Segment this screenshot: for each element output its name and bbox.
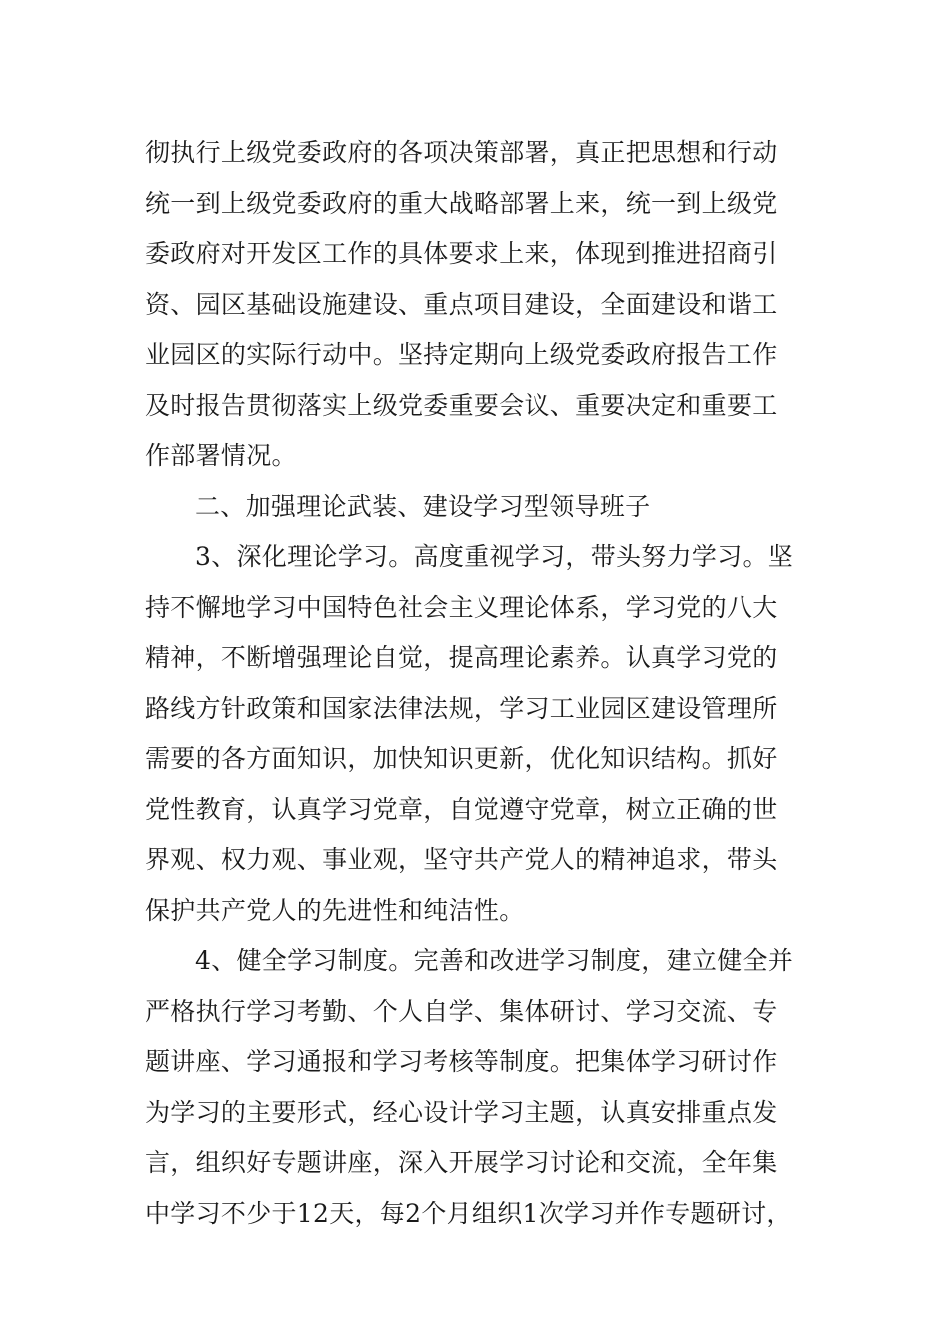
text-line: 委政府对开发区工作的具体要求上来，体现到推进招商引 xyxy=(145,239,778,268)
document-body xyxy=(145,128,825,1239)
paragraph-first-line: 3、深化理论学习。高度重视学习，带头努力学习。坚 xyxy=(195,542,794,571)
text-line: 需要的各方面知识，加快知识更新，优化知识结构。抓好 xyxy=(145,744,778,773)
text-line: 资、园区基础设施建设、重点项目建设，全面建设和谐工 xyxy=(145,289,778,319)
text-line: 言，组织好专题讲座，深入开展学习讨论和交流，全年集 xyxy=(145,1148,778,1177)
text-line: 持不懈地学习中国特色社会主义理论体系，学习党的八大 xyxy=(145,592,778,622)
text-line: 严格执行学习考勤、个人自学、集体研讨、学习交流、专 xyxy=(145,996,778,1026)
text-line: 界观、权力观、事业观，坚守共产党人的精神追求，带头 xyxy=(145,845,778,874)
text-line: 业园区的实际行动中。坚持定期向上级党委政府报告工作 xyxy=(145,340,778,369)
text-line: 路线方针政策和国家法律法规，学习工业园区建设管理所 xyxy=(145,693,778,723)
text-line: 保护共产党人的先进性和纯洁性。 xyxy=(145,895,525,925)
text-line: 党性教育，认真学习党章，自觉遵守党章，树立正确的世 xyxy=(145,794,778,824)
text-line: 彻执行上级党委政府的各项决策部署，真正把思想和行动 xyxy=(145,138,778,167)
section-heading: 二、加强理论武装、建设学习型领导班子 xyxy=(195,491,651,521)
text-line: 为学习的主要形式，经心设计学习主题，认真安排重点发 xyxy=(145,1097,778,1127)
text-line: 统一到上级党委政府的重大战略部署上来，统一到上级党 xyxy=(145,188,778,218)
text-line: 精神，不断增强理论自觉，提高理论素养。认真学习党的 xyxy=(145,643,778,672)
text-line: 中学习不少于12天，每2个月组织1次学习并作专题研讨， xyxy=(145,1198,792,1228)
text-line: 及时报告贯彻落实上级党委重要会议、重要决定和重要工 xyxy=(145,390,778,420)
text-line: 题讲座、学习通报和学习考核等制度。把集体学习研讨作 xyxy=(145,1047,778,1076)
text-line: 作部署情况。 xyxy=(145,441,297,470)
paragraph-first-line: 4、健全学习制度。完善和改进学习制度，建立健全并 xyxy=(195,946,794,975)
